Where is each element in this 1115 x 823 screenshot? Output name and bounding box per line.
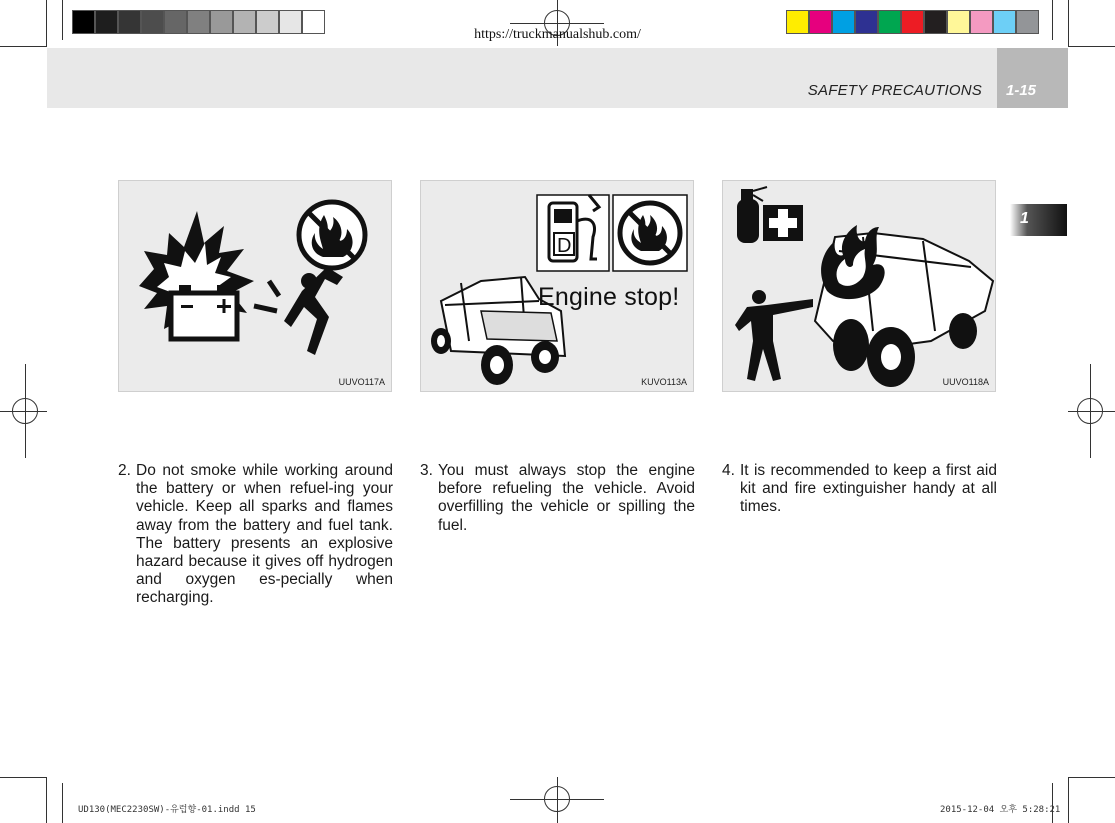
footer-file-info: UD130(MEC2230SW)-유럽향-01.indd 15 bbox=[78, 805, 256, 815]
registration-crosshair bbox=[0, 411, 47, 412]
chapter-tab bbox=[1010, 204, 1067, 236]
section-title: SAFETY PRECAUTIONS bbox=[807, 82, 982, 99]
figure-battery-explosion bbox=[118, 180, 392, 392]
crop-mark bbox=[62, 783, 63, 823]
registration-crosshair bbox=[25, 364, 26, 458]
crop-mark bbox=[46, 777, 47, 823]
item-number: 2. bbox=[118, 462, 131, 479]
figure-engine-stop bbox=[420, 180, 694, 392]
registration-crosshair bbox=[1090, 364, 1091, 458]
page-number: 1-15 bbox=[1006, 82, 1037, 99]
engine-stop-caption: Engine stop! bbox=[538, 283, 680, 311]
crop-mark bbox=[1068, 777, 1069, 823]
figure-fire-first-aid bbox=[722, 180, 996, 392]
header-band bbox=[47, 48, 1068, 108]
source-url: https://truckmanualshub.com/ bbox=[474, 27, 641, 42]
crop-mark bbox=[0, 46, 47, 47]
svg-text:D: D bbox=[557, 235, 572, 257]
item-text: You must always stop the engine before refueling the vehicle. Avoid overfilling the vehicle or spilling the fuel. bbox=[438, 462, 695, 534]
figure-code: KUVO113A bbox=[641, 377, 687, 387]
item-text: It is recommended to keep a first aid kit and fire extinguisher handy at all times. bbox=[740, 462, 997, 516]
battery-explosion-illustration bbox=[119, 181, 392, 392]
crop-mark bbox=[1068, 46, 1115, 47]
item-text: Do not smoke while working around the battery or when refuel-ing your vehicle. Keep all sparks and flames away from the battery and fuel tank. The battery presents an explosive hazard because it gives off hydrogen and oxygen es-pecially when recharging. bbox=[136, 462, 393, 607]
registration-crosshair bbox=[557, 777, 558, 823]
registration-crosshair bbox=[1068, 411, 1115, 412]
page-number-tab bbox=[997, 48, 1068, 108]
figure-code: UUVO118A bbox=[942, 377, 989, 387]
fire-first-aid-illustration bbox=[723, 181, 996, 392]
item-number: 3. bbox=[420, 462, 433, 479]
crop-mark bbox=[0, 777, 47, 778]
item-number: 4. bbox=[722, 462, 735, 479]
crop-mark bbox=[1068, 777, 1115, 778]
footer-timestamp: 2015-12-04 오후 5:28:21 bbox=[940, 805, 1061, 815]
chapter-number: 1 bbox=[1020, 210, 1029, 227]
figure-code: UUVO117A bbox=[338, 377, 385, 387]
